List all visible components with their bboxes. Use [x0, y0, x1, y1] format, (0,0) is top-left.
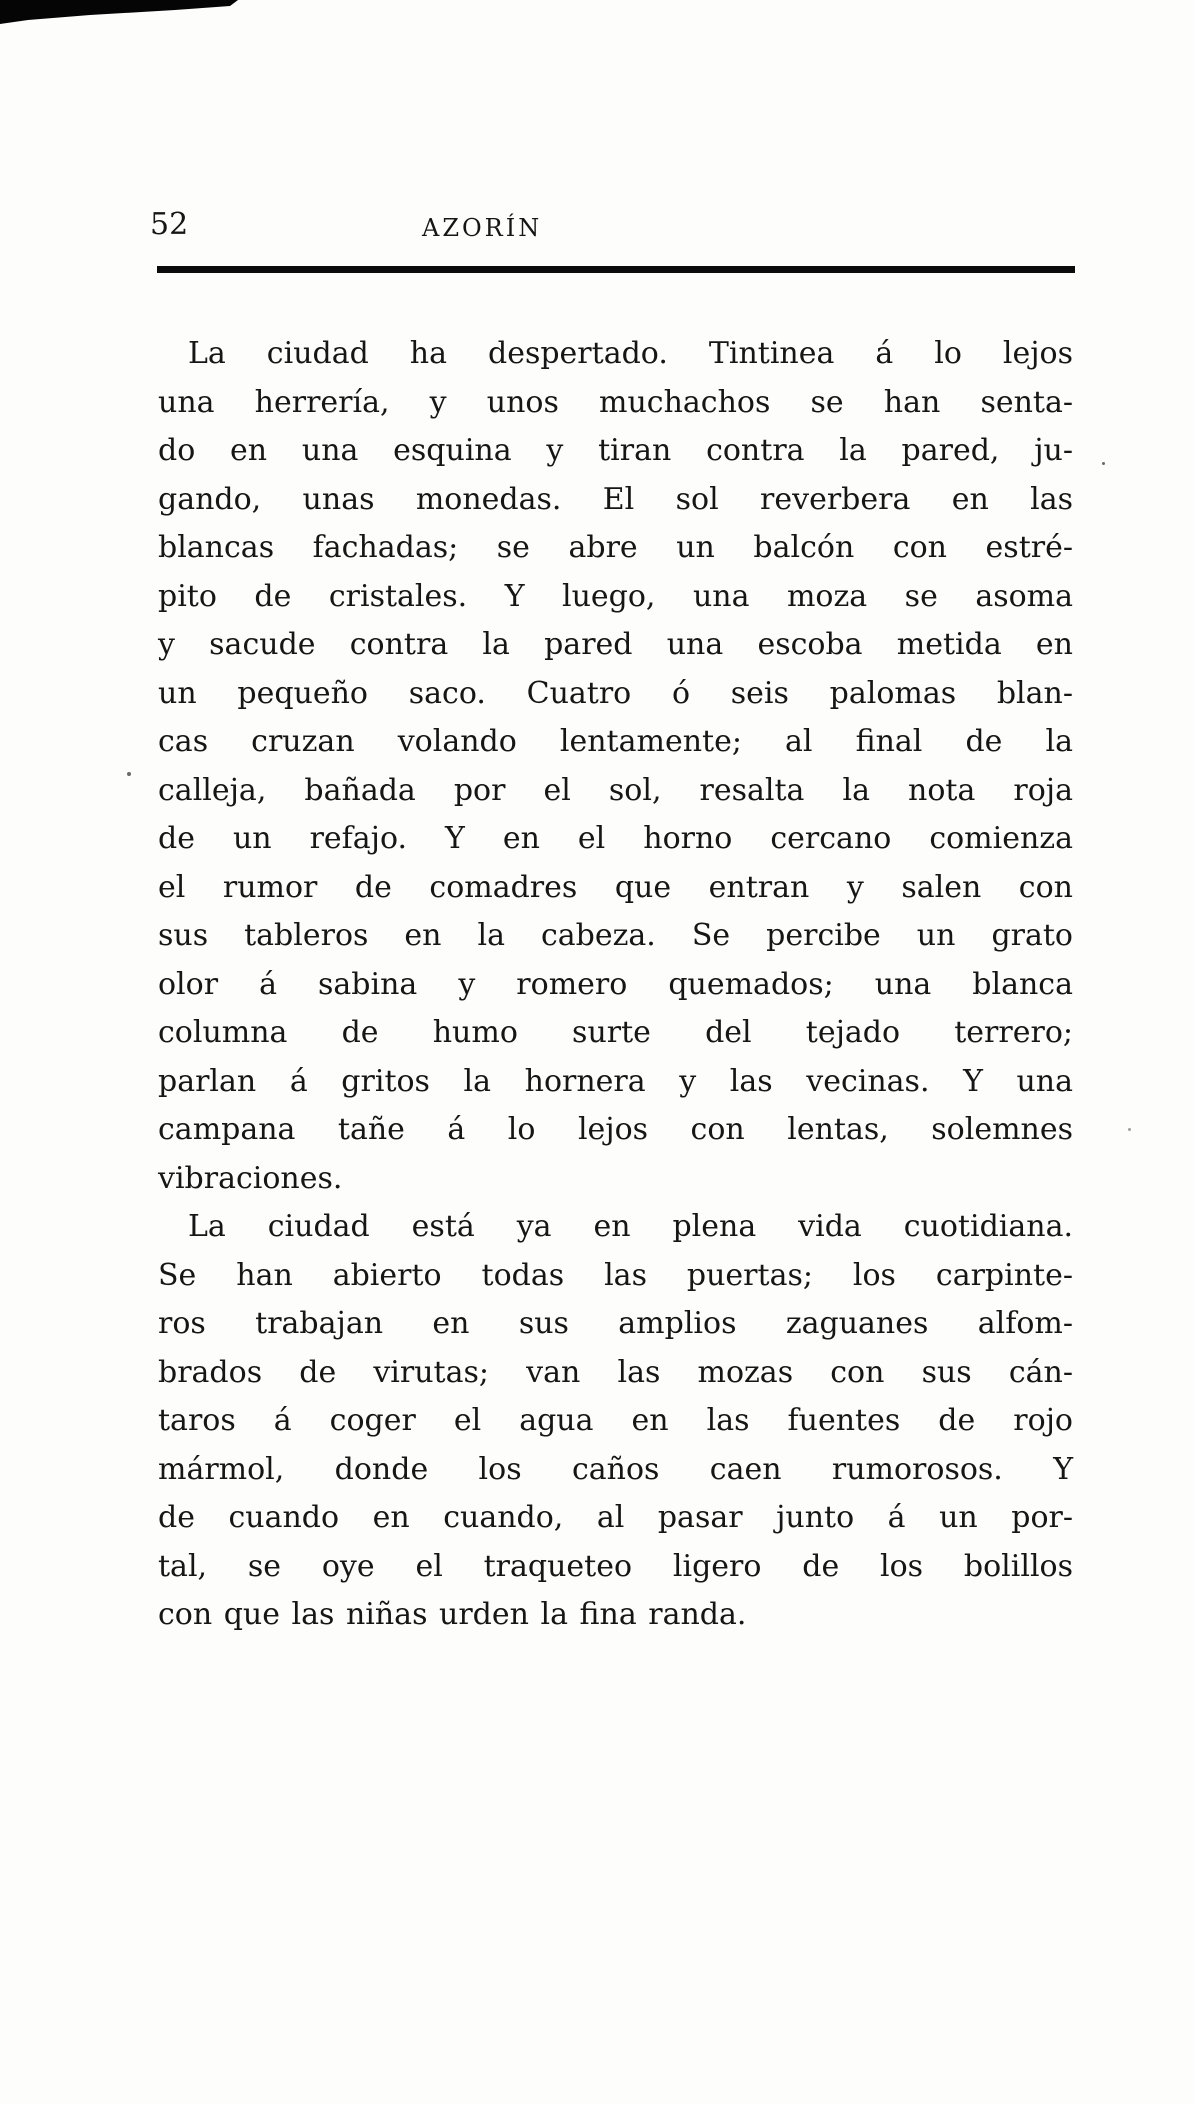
text-line: con que las niñas urden la fina randa.	[158, 1597, 747, 1632]
text-line: gando, unas monedas. El sol reverbera en las	[158, 481, 1073, 517]
text-line: pito de cristales. Y luego, una moza se asoma	[158, 578, 1073, 614]
text-line: parlan á gritos la hornera y las vecinas. Y una	[158, 1063, 1073, 1099]
scan-speck	[127, 772, 131, 776]
text-line: La ciudad está ya en plena vida cuotidiana.	[188, 1209, 1073, 1244]
text-line: Se han abierto todas las puertas; los carpinte-	[158, 1257, 1073, 1293]
text-line: de un refajo. Y en el horno cercano comienza	[158, 821, 1073, 856]
text-line: el rumor de comadres que entran y salen con	[158, 869, 1073, 905]
header-rule	[157, 266, 1075, 273]
scan-speck	[1102, 462, 1105, 465]
text-line: La ciudad ha despertado. Tintinea á lo lejos	[188, 336, 1073, 371]
running-header: AZORÍN	[422, 214, 543, 242]
text-line: mármol, donde los caños caen rumorosos. Y	[158, 1451, 1073, 1487]
text-line: columna de humo surte del tejado terrero;	[158, 1015, 1073, 1050]
scan-speck	[1128, 1128, 1131, 1131]
text-line: brados de virutas; van las mozas con sus cán-	[158, 1354, 1073, 1390]
text-line: vibraciones.	[158, 1160, 343, 1196]
text-line: calleja, bañada por el sol, resalta la nota roja	[158, 772, 1073, 808]
text-line: campana tañe á lo lejos con lentas, solemnes	[158, 1112, 1073, 1147]
page-number: 52	[150, 207, 189, 242]
paragraph	[158, 330, 1073, 1203]
body-text	[158, 330, 1073, 1640]
text-line: un pequeño saco. Cuatro ó seis palomas blan-	[158, 675, 1073, 711]
text-line: tal, se oye el traqueteo ligero de los bolillos	[158, 1548, 1073, 1584]
text-line: y sacude contra la pared una escoba metida en	[158, 627, 1073, 662]
text-line: cas cruzan volando lentamente; al final de la	[158, 724, 1073, 759]
paragraph	[158, 1203, 1073, 1640]
scan-artifact-corner	[0, 0, 240, 26]
text-line: de cuando en cuando, al pasar junto á un por-	[158, 1500, 1073, 1535]
text-line: una herrería, y unos muchachos se han senta-	[158, 384, 1073, 420]
text-line: ros trabajan en sus amplios zaguanes alfom-	[158, 1306, 1073, 1341]
text-line: sus tableros en la cabeza. Se percibe un grato	[158, 918, 1073, 953]
text-line: olor á sabina y romero quemados; una blanca	[158, 966, 1073, 1002]
text-line: do en una esquina y tiran contra la pared, ju-	[158, 433, 1073, 468]
text-line: taros á coger el agua en las fuentes de rojo	[158, 1403, 1073, 1438]
text-line: blancas fachadas; se abre un balcón con estré-	[158, 530, 1073, 565]
